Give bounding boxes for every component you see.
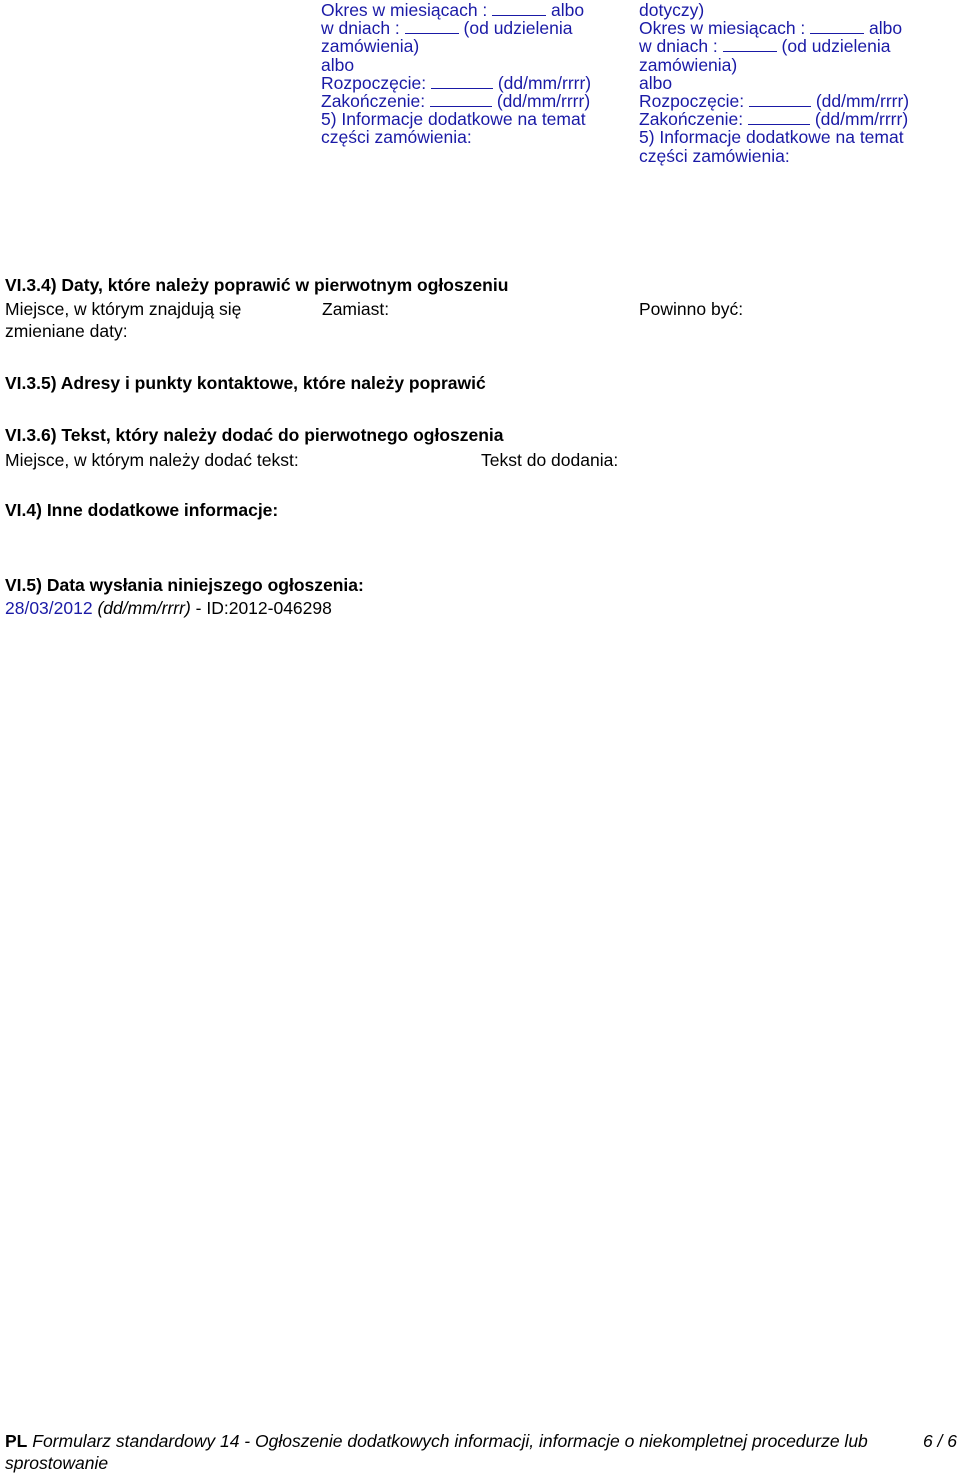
right-column-block bbox=[639, 1, 949, 165]
blank-field bbox=[810, 20, 864, 34]
footer-form-title: Formularz standardowy 14 - Ogłoszenie dodatkowych informacji, informacje o niekompletnej procedurze lub bbox=[32, 1431, 868, 1451]
left-start-date: Rozpoczęcie: (dd/mm/rrrr) bbox=[321, 72, 592, 93]
right-additional-info-2: części zamówienia: bbox=[639, 145, 790, 166]
blank-field bbox=[723, 38, 777, 52]
blank-field bbox=[431, 75, 493, 89]
footer-form-title-2: sprostowanie bbox=[5, 1453, 109, 1473]
left-additional-info-2: części zamówienia: bbox=[321, 127, 472, 148]
vi5-date-line bbox=[5, 597, 332, 619]
left-line3: zamówienia) bbox=[321, 36, 420, 57]
left-duration-months: Okres w miesiącach : albo bbox=[321, 0, 585, 20]
vi5-date-format: (dd/mm/rrrr) bbox=[97, 598, 191, 618]
right-duration-days: w dniach : (od udzielenia bbox=[639, 36, 891, 57]
right-line3: zamówienia) bbox=[639, 54, 738, 75]
right-line0: dotyczy) bbox=[639, 0, 705, 20]
right-end-date: Zakończenie: (dd/mm/rrrr) bbox=[639, 109, 909, 130]
blank-field bbox=[749, 93, 811, 107]
vi34-should-be-label: Powinno być: bbox=[639, 299, 744, 319]
footer-line1 bbox=[5, 1430, 957, 1452]
left-end-date: Zakończenie: (dd/mm/rrrr) bbox=[321, 91, 591, 112]
vi34-instead-label: Zamiast: bbox=[322, 299, 390, 319]
right-additional-info: 5) Informacje dodatkowe na temat bbox=[639, 127, 904, 148]
left-line4: albo bbox=[321, 54, 355, 75]
right-start-date: Rozpoczęcie: (dd/mm/rrrr) bbox=[639, 91, 910, 112]
vi5-date-value: 28/03/2012 bbox=[5, 598, 93, 618]
right-duration-months: Okres w miesiącach : albo bbox=[639, 18, 903, 39]
blank-field bbox=[748, 111, 810, 125]
section-vi35-heading: VI.3.5) Adresy i punkty kontaktowe, które należy poprawić bbox=[5, 373, 486, 393]
vi5-notice-id: - ID:2012-046298 bbox=[195, 598, 332, 618]
vi36-location-label: Miejsce, w którym należy dodać tekst: bbox=[5, 450, 299, 470]
left-additional-info: 5) Informacje dodatkowe na temat bbox=[321, 109, 586, 130]
vi36-text-label: Tekst do dodania: bbox=[481, 450, 619, 470]
section-vi36-heading: VI.3.6) Tekst, który należy dodać do pierwotnego ogłoszenia bbox=[5, 425, 504, 445]
blank-field bbox=[430, 93, 492, 107]
page-footer bbox=[5, 1430, 957, 1474]
blank-field bbox=[492, 2, 546, 16]
section-vi4-heading: VI.4) Inne dodatkowe informacje: bbox=[5, 500, 279, 520]
left-duration-days: w dniach : (od udzielenia bbox=[321, 18, 573, 39]
section-vi5-heading: VI.5) Data wysłania niniejszego ogłoszenia: bbox=[5, 575, 364, 595]
footer-page-number: 6 / 6 bbox=[922, 1431, 957, 1451]
blank-field bbox=[405, 20, 459, 34]
right-line4: albo bbox=[639, 72, 673, 93]
vi34-location-label: Miejsce, w którym znajdują się zmieniane daty: bbox=[5, 299, 242, 341]
left-column-block bbox=[321, 1, 621, 147]
section-vi34-heading: VI.3.4) Daty, które należy poprawić w pierwotnym ogłoszeniu bbox=[5, 275, 509, 295]
footer-lang: PL bbox=[5, 1431, 28, 1451]
